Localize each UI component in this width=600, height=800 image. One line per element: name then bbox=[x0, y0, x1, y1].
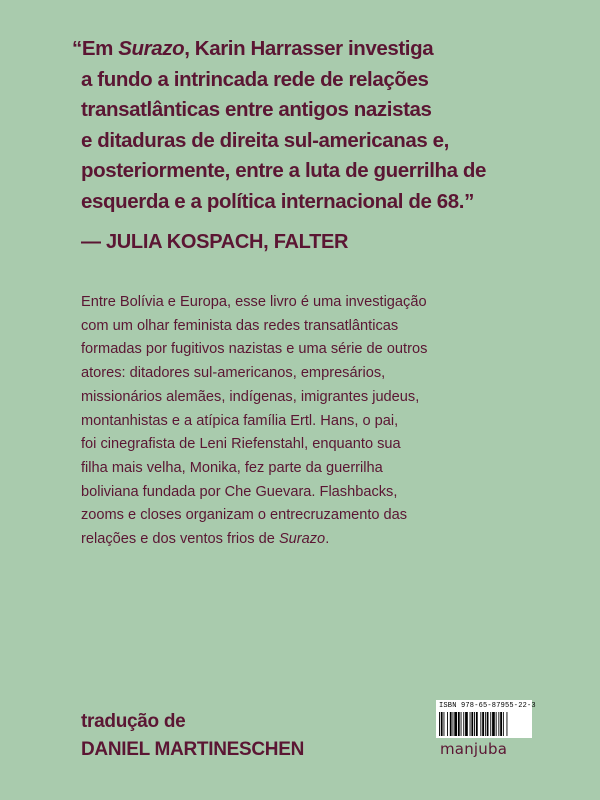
quote-attribution: — JULIA KOSPACH, FALTER bbox=[81, 231, 349, 253]
quote-line-6: esquerda e a política internacional de 68.” bbox=[81, 189, 474, 213]
book-description bbox=[81, 291, 561, 552]
description-line-last: relações e dos ventos frios de Surazo. bbox=[81, 531, 330, 548]
book-title-italic: Surazo bbox=[278, 531, 326, 548]
quote-line-1: “Em Surazo, Karin Harrasser investiga bbox=[72, 37, 434, 60]
publisher-logo: manjuba bbox=[440, 740, 508, 758]
quote-line-5: posteriormente, entre a luta de guerrilha de bbox=[81, 159, 487, 183]
blurb-quote bbox=[72, 34, 572, 218]
description-line: montanhistas e a atípica família Ertl. Hans, o pai, bbox=[81, 412, 399, 429]
description-line: atores: ditadores sul-americanos, empresários, bbox=[81, 365, 386, 382]
description-line: boliviana fundada por Che Guevara. Flashbacks, bbox=[81, 483, 398, 500]
quote-line-4: e ditaduras de direita sul-americanas e, bbox=[81, 128, 449, 152]
description-line: zooms e closes organizam o entrecruzamento das bbox=[81, 507, 408, 524]
description-line: Entre Bolívia e Europa, esse livro é uma investigação bbox=[81, 294, 427, 310]
isbn-number: ISBN 978-65-87955-22-3 bbox=[439, 702, 536, 710]
translation-credit bbox=[81, 708, 304, 764]
translation-label: tradução de bbox=[81, 711, 186, 732]
description-line: com um olhar feminista das redes transatlânticas bbox=[81, 317, 399, 334]
description-line: foi cinegrafista de Leni Riefenstahl, enquanto sua bbox=[81, 436, 401, 453]
quote-line-2: a fundo a intrincada rede de relações bbox=[81, 67, 429, 91]
quote-line-3: transatlânticas entre antigos nazistas bbox=[81, 98, 432, 122]
description-line: filha mais velha, Monika, fez parte da guerrilha bbox=[81, 459, 383, 476]
translator-name: DANIEL MARTINESCHEN bbox=[81, 739, 305, 760]
book-title-italic: Surazo bbox=[118, 37, 185, 60]
description-line: missionários alemães, indígenas, imigrantes judeus, bbox=[81, 388, 420, 405]
description-line: formadas por fugitivos nazistas e uma série de outros bbox=[81, 341, 428, 358]
isbn-barcode bbox=[436, 700, 536, 738]
barcode-graphic bbox=[439, 712, 529, 736]
